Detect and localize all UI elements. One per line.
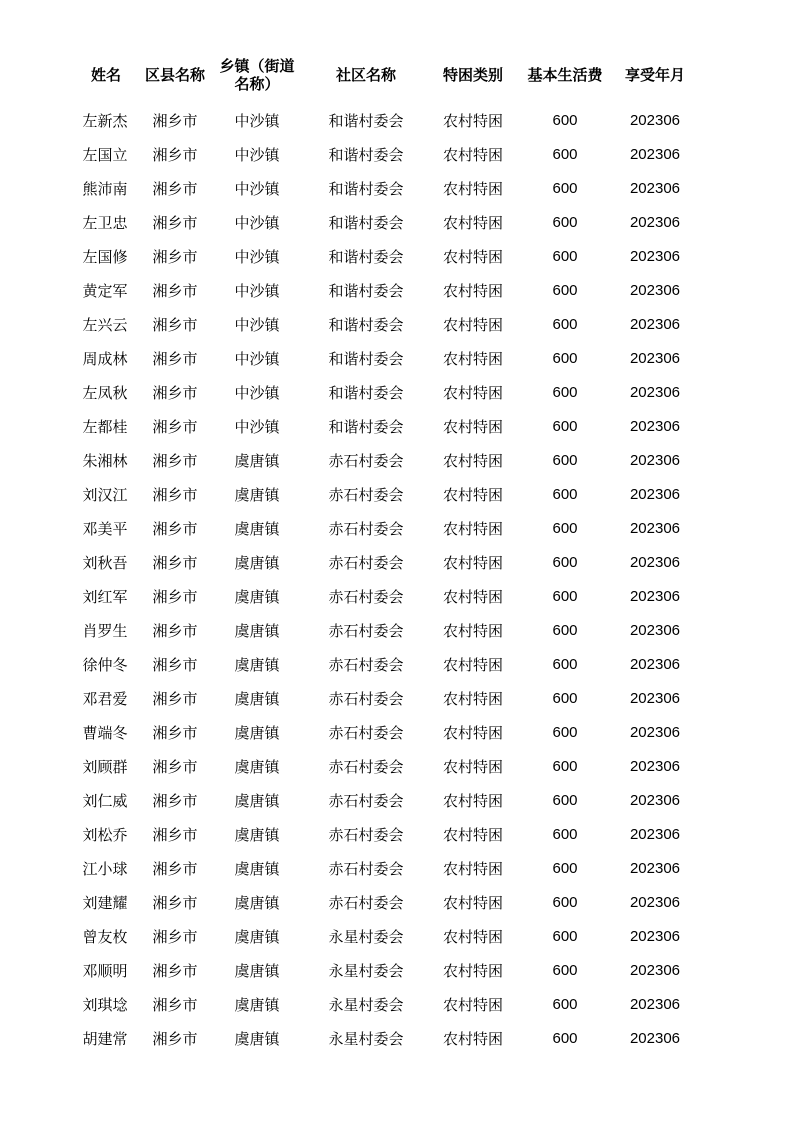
cell-county: 湘乡市 xyxy=(152,996,198,1015)
cell-township: 虞唐镇 xyxy=(234,621,280,640)
cell-living-allowance: 600 xyxy=(552,758,578,776)
table-row xyxy=(0,545,793,579)
cell-name: 刘红军 xyxy=(82,587,128,606)
cell-name: 江小球 xyxy=(82,860,128,879)
cell-township: 虞唐镇 xyxy=(234,553,280,572)
table-row xyxy=(0,239,793,273)
cell-county: 湘乡市 xyxy=(152,621,198,640)
cell-start-month: 202306 xyxy=(629,962,681,980)
cell-county: 湘乡市 xyxy=(152,690,198,709)
cell-county: 湘乡市 xyxy=(152,145,198,164)
cell-start-month: 202306 xyxy=(629,349,681,367)
cell-name: 周成林 xyxy=(82,349,128,368)
cell-county: 湘乡市 xyxy=(152,451,198,470)
cell-county: 湘乡市 xyxy=(152,962,198,981)
cell-county: 湘乡市 xyxy=(152,553,198,572)
cell-name: 刘松乔 xyxy=(82,826,128,845)
cell-start-month: 202306 xyxy=(629,894,681,912)
table-row xyxy=(0,511,793,545)
cell-community: 赤石村委会 xyxy=(328,587,404,606)
cell-living-allowance: 600 xyxy=(552,724,578,742)
cell-county: 湘乡市 xyxy=(152,758,198,777)
cell-category: 农村特困 xyxy=(442,928,503,947)
cell-name: 曹端冬 xyxy=(82,724,128,743)
cell-living-allowance: 600 xyxy=(552,656,578,674)
table-row xyxy=(0,307,793,341)
cell-category: 农村特困 xyxy=(442,587,503,606)
cell-county: 湘乡市 xyxy=(152,1030,198,1049)
cell-county: 湘乡市 xyxy=(152,315,198,334)
cell-category: 农村特困 xyxy=(442,553,503,572)
cell-start-month: 202306 xyxy=(629,928,681,946)
cell-community: 和谐村委会 xyxy=(328,213,404,232)
table-row xyxy=(0,886,793,920)
table-row xyxy=(0,818,793,852)
cell-living-allowance: 600 xyxy=(552,587,578,605)
cell-township: 虞唐镇 xyxy=(234,1030,280,1049)
cell-category: 农村特困 xyxy=(442,247,503,266)
cell-county: 湘乡市 xyxy=(152,417,198,436)
cell-start-month: 202306 xyxy=(629,656,681,674)
cell-township: 中沙镇 xyxy=(234,111,280,130)
table-header xyxy=(0,52,793,98)
cell-township: 虞唐镇 xyxy=(234,519,280,538)
cell-township: 中沙镇 xyxy=(234,349,280,368)
header-living-allowance: 基本生活费 xyxy=(527,66,603,84)
cell-county: 湘乡市 xyxy=(152,111,198,130)
cell-category: 农村特困 xyxy=(442,145,503,164)
cell-county: 湘乡市 xyxy=(152,247,198,266)
cell-living-allowance: 600 xyxy=(552,485,578,503)
table-row xyxy=(0,477,793,511)
cell-start-month: 202306 xyxy=(629,587,681,605)
cell-start-month: 202306 xyxy=(629,485,681,503)
cell-start-month: 202306 xyxy=(629,383,681,401)
cell-category: 农村特困 xyxy=(442,621,503,640)
cell-living-allowance: 600 xyxy=(552,860,578,878)
cell-township: 中沙镇 xyxy=(234,247,280,266)
cell-name: 左卫忠 xyxy=(82,213,128,232)
header-name: 姓名 xyxy=(90,66,121,84)
cell-name: 徐仲冬 xyxy=(82,656,128,675)
cell-start-month: 202306 xyxy=(629,553,681,571)
cell-county: 湘乡市 xyxy=(152,349,198,368)
cell-living-allowance: 600 xyxy=(552,349,578,367)
table-row xyxy=(0,103,793,137)
cell-name: 刘顾群 xyxy=(82,758,128,777)
cell-township: 虞唐镇 xyxy=(234,758,280,777)
cell-category: 农村特困 xyxy=(442,656,503,675)
cell-start-month: 202306 xyxy=(629,621,681,639)
cell-category: 农村特困 xyxy=(442,758,503,777)
cell-name: 肖罗生 xyxy=(82,621,128,640)
table-body xyxy=(0,103,793,1056)
table-row xyxy=(0,171,793,205)
cell-community: 赤石村委会 xyxy=(328,621,404,640)
cell-name: 刘秋吾 xyxy=(82,553,128,572)
cell-county: 湘乡市 xyxy=(152,894,198,913)
header-category: 特困类别 xyxy=(442,66,503,84)
cell-name: 胡建常 xyxy=(82,1030,128,1049)
cell-township: 虞唐镇 xyxy=(234,485,280,504)
cell-start-month: 202306 xyxy=(629,111,681,129)
cell-county: 湘乡市 xyxy=(152,587,198,606)
cell-name: 黄定军 xyxy=(82,281,128,300)
cell-community: 永星村委会 xyxy=(328,962,404,981)
table-row xyxy=(0,409,793,443)
cell-community: 赤石村委会 xyxy=(328,758,404,777)
cell-community: 和谐村委会 xyxy=(328,315,404,334)
cell-category: 农村特困 xyxy=(442,417,503,436)
cell-category: 农村特困 xyxy=(442,1030,503,1049)
cell-name: 刘建耀 xyxy=(82,894,128,913)
cell-township: 虞唐镇 xyxy=(234,792,280,811)
cell-community: 和谐村委会 xyxy=(328,247,404,266)
cell-category: 农村特困 xyxy=(442,724,503,743)
cell-county: 湘乡市 xyxy=(152,724,198,743)
table-row xyxy=(0,613,793,647)
cell-name: 左国立 xyxy=(82,145,128,164)
table-row xyxy=(0,579,793,613)
cell-community: 赤石村委会 xyxy=(328,656,404,675)
cell-category: 农村特困 xyxy=(442,281,503,300)
cell-community: 赤石村委会 xyxy=(328,826,404,845)
cell-category: 农村特困 xyxy=(442,111,503,130)
header-community: 社区名称 xyxy=(335,66,396,84)
cell-county: 湘乡市 xyxy=(152,383,198,402)
cell-living-allowance: 600 xyxy=(552,145,578,163)
table-row xyxy=(0,273,793,307)
cell-living-allowance: 600 xyxy=(552,451,578,469)
cell-start-month: 202306 xyxy=(629,179,681,197)
cell-name: 邓君爱 xyxy=(82,690,128,709)
cell-start-month: 202306 xyxy=(629,451,681,469)
cell-community: 和谐村委会 xyxy=(328,417,404,436)
cell-name: 左都桂 xyxy=(82,417,128,436)
cell-start-month: 202306 xyxy=(629,860,681,878)
cell-name: 曾友枚 xyxy=(82,928,128,947)
cell-name: 熊沛南 xyxy=(82,179,128,198)
cell-township: 虞唐镇 xyxy=(234,996,280,1015)
table-row xyxy=(0,954,793,988)
cell-township: 中沙镇 xyxy=(234,281,280,300)
cell-category: 农村特困 xyxy=(442,860,503,879)
cell-start-month: 202306 xyxy=(629,315,681,333)
cell-start-month: 202306 xyxy=(629,996,681,1014)
cell-name: 左国修 xyxy=(82,247,128,266)
cell-community: 和谐村委会 xyxy=(328,349,404,368)
cell-living-allowance: 600 xyxy=(552,383,578,401)
cell-category: 农村特困 xyxy=(442,213,503,232)
cell-start-month: 202306 xyxy=(629,826,681,844)
cell-county: 湘乡市 xyxy=(152,519,198,538)
cell-name: 刘琪埝 xyxy=(82,996,128,1015)
cell-start-month: 202306 xyxy=(629,1030,681,1048)
cell-living-allowance: 600 xyxy=(552,553,578,571)
cell-category: 农村特困 xyxy=(442,451,503,470)
cell-county: 湘乡市 xyxy=(152,281,198,300)
header-township: 乡镇（街道 名称） xyxy=(219,57,295,93)
cell-community: 赤石村委会 xyxy=(328,860,404,879)
cell-township: 虞唐镇 xyxy=(234,962,280,981)
table-row xyxy=(0,375,793,409)
cell-township: 中沙镇 xyxy=(234,315,280,334)
cell-living-allowance: 600 xyxy=(552,213,578,231)
cell-living-allowance: 600 xyxy=(552,179,578,197)
cell-township: 虞唐镇 xyxy=(234,587,280,606)
cell-community: 赤石村委会 xyxy=(328,724,404,743)
cell-living-allowance: 600 xyxy=(552,315,578,333)
cell-community: 永星村委会 xyxy=(328,928,404,947)
cell-category: 农村特困 xyxy=(442,349,503,368)
cell-name: 左兴云 xyxy=(82,315,128,334)
cell-start-month: 202306 xyxy=(629,281,681,299)
cell-start-month: 202306 xyxy=(629,145,681,163)
table-row xyxy=(0,784,793,818)
cell-name: 邓美平 xyxy=(82,519,128,538)
table-row xyxy=(0,341,793,375)
table-row xyxy=(0,920,793,954)
cell-township: 虞唐镇 xyxy=(234,724,280,743)
cell-living-allowance: 600 xyxy=(552,962,578,980)
cell-community: 和谐村委会 xyxy=(328,383,404,402)
cell-living-allowance: 600 xyxy=(552,417,578,435)
cell-county: 湘乡市 xyxy=(152,928,198,947)
cell-county: 湘乡市 xyxy=(152,485,198,504)
cell-name: 左新杰 xyxy=(82,111,128,130)
cell-township: 中沙镇 xyxy=(234,383,280,402)
cell-township: 虞唐镇 xyxy=(234,928,280,947)
cell-community: 赤石村委会 xyxy=(328,690,404,709)
cell-township: 中沙镇 xyxy=(234,179,280,198)
cell-living-allowance: 600 xyxy=(552,519,578,537)
cell-living-allowance: 600 xyxy=(552,928,578,946)
cell-community: 赤石村委会 xyxy=(328,485,404,504)
cell-community: 和谐村委会 xyxy=(328,145,404,164)
cell-township: 中沙镇 xyxy=(234,213,280,232)
cell-community: 和谐村委会 xyxy=(328,179,404,198)
header-start-month: 享受年月 xyxy=(624,66,685,84)
table-row xyxy=(0,137,793,171)
cell-living-allowance: 600 xyxy=(552,826,578,844)
cell-living-allowance: 600 xyxy=(552,996,578,1014)
cell-township: 虞唐镇 xyxy=(234,656,280,675)
table-row xyxy=(0,852,793,886)
cell-living-allowance: 600 xyxy=(552,111,578,129)
table-row xyxy=(0,682,793,716)
cell-community: 和谐村委会 xyxy=(328,281,404,300)
cell-category: 农村特困 xyxy=(442,996,503,1015)
cell-category: 农村特困 xyxy=(442,826,503,845)
cell-county: 湘乡市 xyxy=(152,826,198,845)
cell-living-allowance: 600 xyxy=(552,1030,578,1048)
cell-community: 赤石村委会 xyxy=(328,792,404,811)
cell-community: 永星村委会 xyxy=(328,996,404,1015)
table-row xyxy=(0,648,793,682)
cell-county: 湘乡市 xyxy=(152,860,198,879)
table-row xyxy=(0,1022,793,1056)
cell-township: 虞唐镇 xyxy=(234,860,280,879)
cell-category: 农村特困 xyxy=(442,690,503,709)
cell-community: 赤石村委会 xyxy=(328,553,404,572)
cell-living-allowance: 600 xyxy=(552,247,578,265)
cell-community: 永星村委会 xyxy=(328,1030,404,1049)
cell-living-allowance: 600 xyxy=(552,281,578,299)
cell-start-month: 202306 xyxy=(629,247,681,265)
cell-name: 朱湘林 xyxy=(82,451,128,470)
cell-category: 农村特困 xyxy=(442,383,503,402)
cell-township: 虞唐镇 xyxy=(234,894,280,913)
table-row xyxy=(0,750,793,784)
cell-county: 湘乡市 xyxy=(152,792,198,811)
cell-start-month: 202306 xyxy=(629,417,681,435)
cell-start-month: 202306 xyxy=(629,690,681,708)
cell-township: 虞唐镇 xyxy=(234,826,280,845)
cell-name: 刘仁威 xyxy=(82,792,128,811)
cell-start-month: 202306 xyxy=(629,519,681,537)
cell-category: 农村特困 xyxy=(442,485,503,504)
cell-start-month: 202306 xyxy=(629,213,681,231)
cell-start-month: 202306 xyxy=(629,792,681,810)
table-row xyxy=(0,988,793,1022)
cell-category: 农村特困 xyxy=(442,792,503,811)
table-row xyxy=(0,443,793,477)
cell-township: 中沙镇 xyxy=(234,417,280,436)
cell-community: 和谐村委会 xyxy=(328,111,404,130)
cell-township: 虞唐镇 xyxy=(234,690,280,709)
cell-county: 湘乡市 xyxy=(152,656,198,675)
cell-community: 赤石村委会 xyxy=(328,519,404,538)
cell-living-allowance: 600 xyxy=(552,690,578,708)
cell-category: 农村特困 xyxy=(442,894,503,913)
table-row xyxy=(0,205,793,239)
cell-name: 邓顺明 xyxy=(82,962,128,981)
header-county: 区县名称 xyxy=(144,66,205,84)
cell-category: 农村特困 xyxy=(442,519,503,538)
cell-community: 赤石村委会 xyxy=(328,894,404,913)
cell-living-allowance: 600 xyxy=(552,894,578,912)
cell-start-month: 202306 xyxy=(629,724,681,742)
table-row xyxy=(0,716,793,750)
cell-township: 中沙镇 xyxy=(234,145,280,164)
cell-county: 湘乡市 xyxy=(152,213,198,232)
cell-start-month: 202306 xyxy=(629,758,681,776)
cell-category: 农村特困 xyxy=(442,315,503,334)
cell-community: 赤石村委会 xyxy=(328,451,404,470)
cell-category: 农村特困 xyxy=(442,179,503,198)
cell-name: 左凤秋 xyxy=(82,383,128,402)
cell-county: 湘乡市 xyxy=(152,179,198,198)
cell-township: 虞唐镇 xyxy=(234,451,280,470)
cell-category: 农村特困 xyxy=(442,962,503,981)
cell-living-allowance: 600 xyxy=(552,792,578,810)
cell-living-allowance: 600 xyxy=(552,621,578,639)
cell-name: 刘汉江 xyxy=(82,485,128,504)
